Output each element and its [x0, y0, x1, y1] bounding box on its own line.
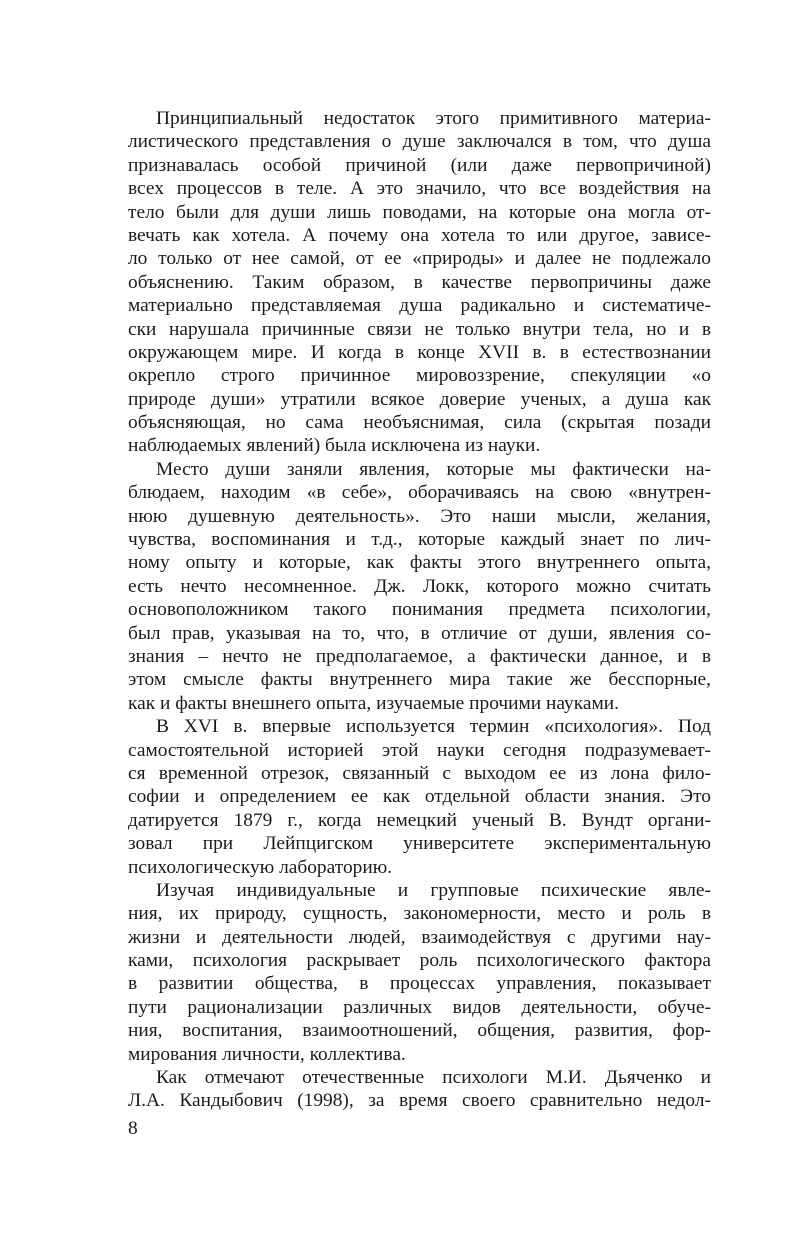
text-line: ному опыту и которые, как факты этого внутреннего опыта, [128, 552, 711, 574]
text-line: ния, их природу, сущность, закономерности, место и роль в [128, 903, 711, 925]
text-line: психологическую лабораторию. [128, 856, 393, 878]
page-number: 8 [128, 1118, 138, 1139]
text-line: всех процессов в теле. А это значило, что все воздействия на [128, 178, 711, 200]
text-line: Л.А. Кандыбович (1998), за время своего сравнительно недол- [128, 1090, 711, 1112]
text-line: зовал при Лейпцигском университете экспериментальную [128, 833, 711, 855]
text-line: есть нечто несомненное. Дж. Локк, которого можно считать [128, 575, 711, 597]
text-line: чувства, воспоминания и т.д., которые каждый знает по лич- [128, 529, 711, 551]
text-line: В XVI в. впервые используется термин «психология». Под [156, 716, 711, 738]
text-line: жизни и деятельности людей, взаимодействуя с другими нау- [128, 926, 711, 948]
text-line: листического представления о душе заключался в том, что душа [128, 131, 711, 153]
text-line: ло только от нее самой, от ее «природы» и далее не подлежало [128, 248, 711, 270]
text-line: признавалась особой причиной (или даже первопричиной) [128, 154, 711, 176]
paragraph [128, 879, 711, 1066]
text-line: ния, воспитания, взаимоотношений, общения, развития, фор- [128, 1020, 711, 1042]
text-line: был прав, указывая на то, что, в отличие от души, явления со- [128, 622, 711, 644]
text-line: мирования личности, коллектива. [128, 1043, 406, 1065]
text-line: датируется 1879 г., когда немецкий ученый В. Вундт органи- [128, 809, 711, 831]
text-line: Место души заняли явления, которые мы фактически на- [156, 458, 711, 480]
text-line: ся временной отрезок, связанный с выходом ее из лона фило- [128, 762, 711, 784]
text-line: этом смысле факты внутреннего мира такие же бесспорные, [128, 669, 711, 691]
text-line: природе души» утратили всякое доверие ученых, а душа как [128, 388, 711, 410]
text-line: в развитии общества, в процессах управления, показывает [128, 973, 711, 995]
paragraph [128, 458, 711, 715]
text-line: ски нарушала причинные связи не только внутри тела, но и в [128, 318, 711, 340]
paragraph [128, 1066, 711, 1113]
text-line: софии и определением ее как отдельной области знания. Это [128, 786, 711, 808]
text-line: знания – нечто не предполагаемое, а фактически данное, и в [128, 645, 711, 667]
text-line: Принципиальный недостаток этого примитивного материа- [156, 108, 711, 129]
text-line: объясняющая, но сама необъяснимая, сила (скрытая позади [128, 412, 711, 434]
text-line: пути рационализации различных видов деятельности, обуче- [128, 996, 711, 1018]
text-line: Изучая индивидуальные и групповые психические явле- [156, 879, 711, 901]
text-line: объяснению. Таким образом, в качестве первопричины даже [128, 271, 711, 293]
text-line: нюю душевную деятельность». Это наши мысли, желания, [128, 505, 711, 527]
text-line: основоположником такого понимания предмета психологии, [128, 599, 711, 621]
text-line: окрепло строго причинное мировоззрение, спекуляции «о [128, 365, 711, 387]
text-line: материально представляемая душа радикально и систематиче- [128, 295, 711, 317]
paragraph [128, 107, 711, 458]
text-line: тело были для души лишь поводами, на которые она могла от- [128, 201, 711, 223]
body-text [128, 107, 711, 1113]
text-line: ками, психология раскрывает роль психологического фактора [128, 950, 711, 972]
text-line: вечать как хотела. А почему она хотела то или другое, зависе- [128, 224, 711, 246]
text-line: наблюдаемых явлений) была исключена из науки. [128, 435, 541, 457]
text-line: самостоятельной историей этой науки сегодня подразумевает- [128, 739, 711, 761]
paragraph [128, 715, 711, 879]
text-line: окружающем мире. И когда в конце XVII в. в естествознании [128, 341, 711, 363]
text-line: блюдаем, находим «в себе», оборачиваясь на свою «внутрен- [128, 482, 711, 504]
text-line: как и факты внешнего опыта, изучаемые прочими науками. [128, 692, 619, 714]
text-line: Как отмечают отечественные психологи М.И. Дьяченко и [156, 1067, 711, 1089]
